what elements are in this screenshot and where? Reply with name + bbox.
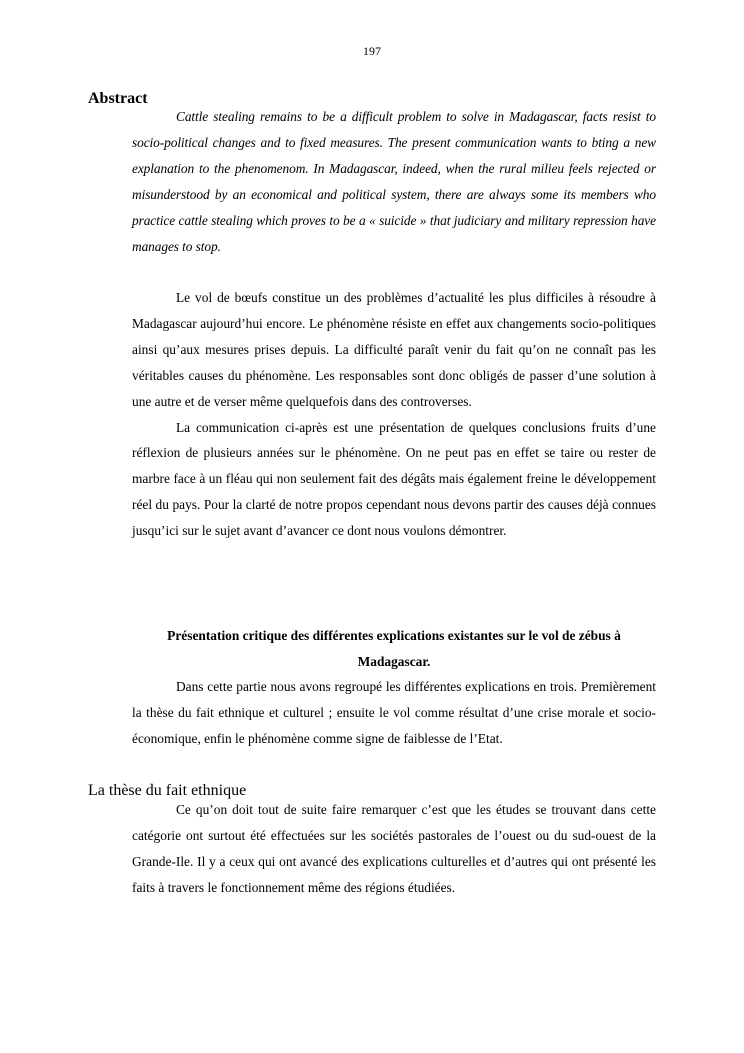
- abstract-heading: Abstract: [88, 90, 148, 107]
- intro-paragraph-1: Le vol de bœufs constitue un des problèmes d’actualité les plus difficiles à résoudre à Madagascar aujourd’hui encore. Le phénomène résiste en effet aux changements socio-politiques ainsi qu’aux mesures prises depuis. La difficulté paraît venir du fait qu’on ne connaît pas les véritables causes du phénomène. Les responsables sont donc obligés de passer d’une solution à une autre et de verser même quelquefois dans des controverses.: [132, 290, 656, 409]
- intro-body: [132, 285, 656, 544]
- ethnic-thesis-body: [132, 797, 656, 901]
- section-paragraph: Dans cette partie nous avons regroupé les différentes explications en trois. Premièrement la thèse du fait ethnique et culturel ; ensuite le vol comme résultat d’une crise morale et socio-économique, enfin le phénomène comme signe de faiblesse de l’Etat.: [132, 679, 656, 746]
- section-body: [132, 674, 656, 752]
- abstract-body: [132, 104, 656, 259]
- section-subtitle: Présentation critique des différentes explications existantes sur le vol de zébus à Madagascar.: [167, 628, 621, 669]
- intro-paragraph-2: La communication ci-après est une présentation de quelques conclusions fruits d’une réflexion de plusieurs années sur le phénomène. On ne peut pas en effet se taire ou rester de marbre face à un fléau qui non seulement fait des dégâts mais également freine le développement réel du pays. Pour la clarté de notre propos cependant nous devons partir des causes déjà connues jusqu’ici sur le sujet avant d’avancer ce dont nous voulons démontrer.: [132, 419, 656, 539]
- ethnic-thesis-heading: La thèse du fait ethnique: [88, 782, 247, 799]
- ethnic-thesis-paragraph: Ce qu’on doit tout de suite faire remarquer c’est que les études se trouvant dans cette catégorie ont surtout été effectuées sur les sociétés pastorales de l’ouest ou du sud-ouest de la Grande-Ile. Il y a ceux qui ont avancé des explications culturelles et d’autres qui ont présenté les faits à travers le fonctionnement même des régions étudiées.: [132, 802, 656, 895]
- page-number: 197: [363, 44, 381, 58]
- abstract-paragraph: Cattle stealing remains to be a difficult problem to solve in Madagascar, facts resist to socio-political changes and to fixed measures. The present communication wants to bting a new explanation to the phenomenom. In Madagascar, indeed, when the rural milieu feels rejected or misunderstood by an economical and political system, there are always some its members who practice cattle stealing which proves to be a « suicide » that judiciary and military repression have manages to stop.: [132, 109, 656, 254]
